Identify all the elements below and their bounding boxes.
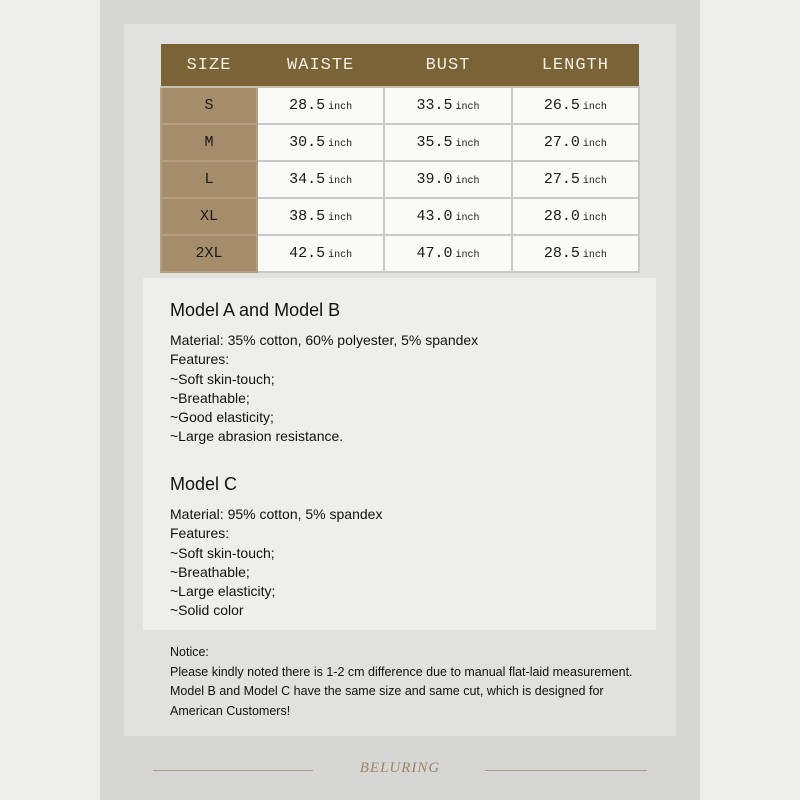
waist-cell bbox=[257, 124, 384, 161]
model-ab-line: ~Large abrasion resistance. bbox=[170, 428, 344, 445]
waist-value: 30.5 bbox=[289, 134, 326, 151]
model-c-title: Model C bbox=[170, 474, 238, 494]
unit-label: inch bbox=[455, 139, 480, 150]
size-label-cell: L bbox=[161, 161, 257, 198]
unit-label: inch bbox=[582, 176, 607, 187]
model-c-line: ~Large elasticity; bbox=[170, 583, 276, 600]
model-c-line: ~Breathable; bbox=[170, 563, 250, 580]
size-chart-header-row bbox=[161, 44, 639, 87]
bust-value: 47.0 bbox=[416, 245, 453, 262]
bust-value: 39.0 bbox=[416, 171, 453, 188]
brand-logo-text: BELURING bbox=[359, 760, 441, 776]
size-chart-body bbox=[161, 87, 639, 272]
waist-cell bbox=[257, 235, 384, 272]
bust-cell bbox=[384, 87, 511, 124]
bust-value: 35.5 bbox=[416, 134, 453, 151]
length-value: 26.5 bbox=[543, 97, 580, 114]
unit-label: inch bbox=[582, 139, 607, 150]
model-ab-line: ~Soft skin-touch; bbox=[170, 370, 275, 387]
size-label-cell: S bbox=[161, 87, 257, 124]
bust-value: 43.0 bbox=[416, 208, 453, 225]
model-c-line: Features: bbox=[170, 525, 230, 542]
length-value: 27.0 bbox=[543, 134, 580, 151]
length-value: 28.0 bbox=[543, 208, 580, 225]
length-value: 27.5 bbox=[543, 171, 580, 188]
unit-label: inch bbox=[455, 176, 480, 187]
unit-label: inch bbox=[582, 213, 607, 224]
size-row bbox=[161, 198, 639, 235]
length-cell bbox=[512, 161, 639, 198]
model-ab-block bbox=[170, 300, 478, 447]
unit-label: inch bbox=[455, 213, 480, 224]
unit-label: inch bbox=[582, 102, 607, 113]
waist-value: 38.5 bbox=[289, 208, 326, 225]
waist-value: 42.5 bbox=[289, 245, 326, 262]
model-c-line: ~Solid color bbox=[170, 602, 244, 619]
header-waist: WAISTE bbox=[257, 44, 384, 87]
bust-value: 33.5 bbox=[416, 97, 453, 114]
length-cell bbox=[512, 87, 639, 124]
bust-cell bbox=[384, 198, 511, 235]
unit-label: inch bbox=[328, 176, 353, 187]
model-ab-title: Model A and Model B bbox=[170, 300, 341, 320]
header-length: LENGTH bbox=[512, 44, 639, 87]
size-row bbox=[161, 124, 639, 161]
unit-label: inch bbox=[328, 139, 353, 150]
bust-cell bbox=[384, 235, 511, 272]
bust-cell bbox=[384, 124, 511, 161]
unit-label: inch bbox=[328, 102, 353, 113]
length-cell bbox=[512, 198, 639, 235]
length-cell bbox=[512, 235, 639, 272]
waist-cell bbox=[257, 161, 384, 198]
model-ab-line: Material: 35% cotton, 60% polyester, 5% spandex bbox=[170, 332, 479, 348]
length-cell bbox=[512, 124, 639, 161]
size-chart-table bbox=[160, 44, 640, 273]
size-row bbox=[161, 161, 639, 198]
unit-label: inch bbox=[328, 213, 353, 224]
notice-line: American Customers! bbox=[170, 703, 291, 718]
header-bust: BUST bbox=[384, 44, 511, 87]
waist-value: 34.5 bbox=[289, 171, 326, 188]
model-ab-line: ~Good elasticity; bbox=[170, 409, 274, 426]
size-row bbox=[161, 87, 639, 124]
waist-value: 28.5 bbox=[289, 97, 326, 114]
size-row bbox=[161, 235, 639, 272]
size-label-cell: 2XL bbox=[161, 235, 257, 272]
bust-cell bbox=[384, 161, 511, 198]
unit-label: inch bbox=[328, 250, 353, 261]
model-c-line: ~Soft skin-touch; bbox=[170, 544, 275, 561]
notice-title: Notice: bbox=[170, 645, 209, 659]
notice-line: Model B and Model C have the same size and same cut, which is designed for bbox=[170, 684, 604, 698]
size-label-cell: XL bbox=[161, 198, 257, 235]
header-size: SIZE bbox=[161, 44, 257, 87]
model-ab-line: ~Breathable; bbox=[170, 389, 250, 406]
size-label-cell: M bbox=[161, 124, 257, 161]
length-value: 28.5 bbox=[543, 245, 580, 262]
notice-line: Please kindly noted there is 1-2 cm difference due to manual flat-laid measurement. bbox=[170, 664, 633, 679]
waist-cell bbox=[257, 87, 384, 124]
notice-block bbox=[170, 643, 690, 721]
unit-label: inch bbox=[582, 250, 607, 261]
unit-label: inch bbox=[455, 102, 480, 113]
model-c-line: Material: 95% cotton, 5% spandex bbox=[170, 506, 383, 522]
model-info-box bbox=[143, 278, 656, 630]
model-c-block bbox=[170, 474, 382, 621]
model-ab-line: Features: bbox=[170, 351, 230, 368]
waist-cell bbox=[257, 198, 384, 235]
unit-label: inch bbox=[455, 250, 480, 261]
